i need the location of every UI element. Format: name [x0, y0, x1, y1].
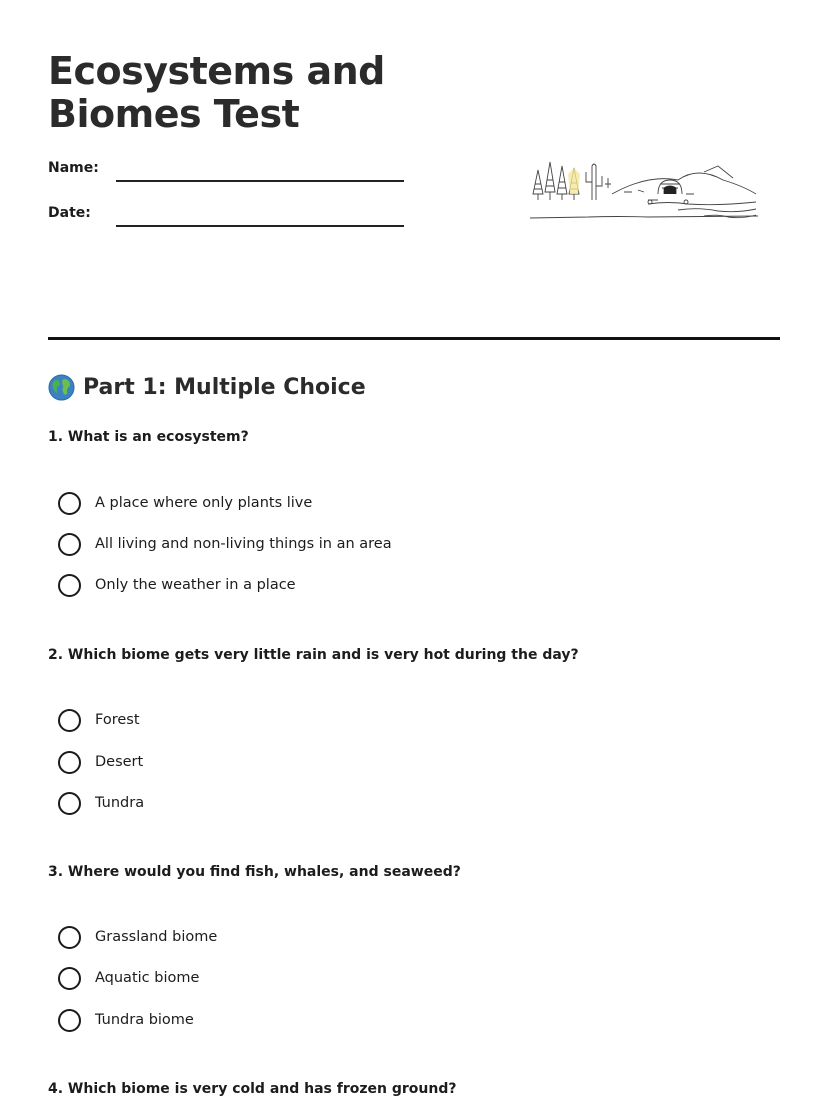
option-label: Forest — [95, 712, 140, 728]
option-label: Aquatic biome — [95, 970, 200, 986]
q3-option-2[interactable] — [58, 965, 199, 991]
date-label: Date: — [48, 205, 91, 221]
page-title: Ecosystems and Biomes Test — [48, 49, 385, 136]
question-3-text: 3. Where would you find fish, whales, and seaweed? — [48, 864, 461, 880]
radio-button[interactable] — [58, 792, 81, 815]
section-title-text: Part 1: Multiple Choice — [83, 375, 366, 400]
question-2-text: 2. Which biome gets very little rain and is very hot during the day? — [48, 647, 579, 663]
option-label: All living and non-living things in an area — [95, 536, 392, 552]
q3-option-1[interactable] — [58, 924, 217, 950]
radio-button[interactable] — [58, 533, 81, 556]
option-label: Desert — [95, 754, 144, 770]
radio-button[interactable] — [58, 574, 81, 597]
globe-icon — [48, 374, 75, 401]
question-4-text: 4. Which biome is very cold and has frozen ground? — [48, 1081, 457, 1097]
biome-landscape-illustration — [528, 156, 760, 226]
option-label: Grassland biome — [95, 929, 218, 945]
radio-button[interactable] — [58, 492, 81, 515]
q1-option-3[interactable] — [58, 572, 296, 598]
option-label: Tundra biome — [95, 1012, 194, 1028]
radio-button[interactable] — [58, 967, 81, 990]
option-label: Only the weather in a place — [95, 577, 296, 593]
q2-option-1[interactable] — [58, 707, 140, 733]
option-label: A place where only plants live — [95, 495, 313, 511]
test-page — [48, 0, 780, 1118]
section-divider — [48, 337, 780, 340]
question-1-text: 1. What is an ecosystem? — [48, 429, 249, 445]
q1-option-1[interactable] — [58, 490, 312, 516]
q2-option-2[interactable] — [58, 749, 143, 775]
q3-option-3[interactable] — [58, 1007, 194, 1033]
date-field[interactable] — [116, 225, 404, 227]
name-field[interactable] — [116, 180, 404, 182]
q1-option-2[interactable] — [58, 531, 392, 557]
section-heading — [48, 374, 366, 401]
radio-button[interactable] — [58, 926, 81, 949]
name-label: Name: — [48, 160, 99, 176]
radio-button[interactable] — [58, 1009, 81, 1032]
radio-button[interactable] — [58, 709, 81, 732]
option-label: Tundra — [95, 795, 145, 811]
q2-option-3[interactable] — [58, 790, 144, 816]
radio-button[interactable] — [58, 751, 81, 774]
